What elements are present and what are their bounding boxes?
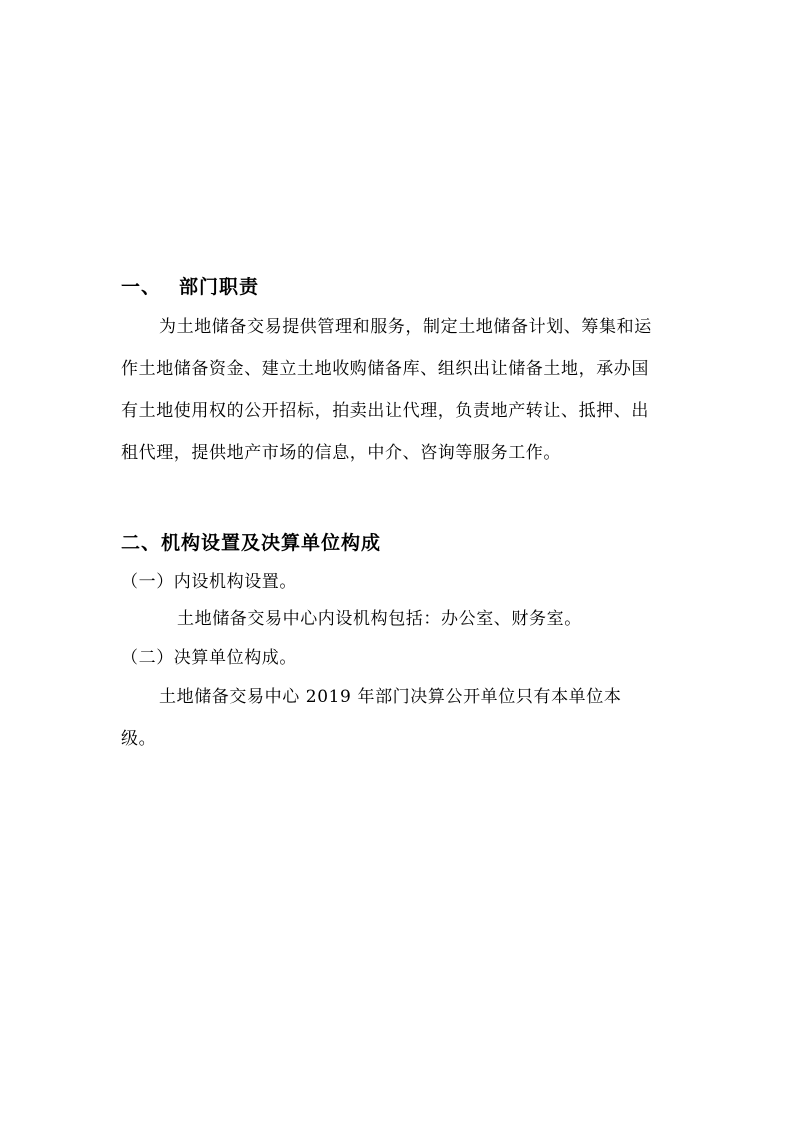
subsection-1-title: （一）内设机构设置。	[121, 572, 297, 592]
section-1-paragraph	[121, 306, 681, 474]
paragraph-line: 有土地使用权的公开招标，拍卖出让代理，负责地产转让、抵押、出	[121, 401, 649, 421]
section-1-title: 部门职责	[179, 276, 260, 298]
subsection-2-paragraph	[121, 676, 681, 760]
subsection-1-body: 土地储备交易中心内设机构包括：办公室、财务室。	[177, 609, 582, 629]
section-1-number: 一、	[121, 276, 162, 298]
section-2-heading: 二、机构设置及决算单位构成	[121, 532, 382, 554]
paragraph-line: 作土地储备资金、建立土地收购储备库、组织出让储备土地，承办国	[121, 359, 649, 379]
paragraph-line: 为土地储备交易提供管理和服务，制定土地储备计划、筹集和运	[159, 317, 652, 337]
section-1-heading	[121, 272, 259, 299]
paragraph-line: 租代理，提供地产市场的信息，中介、咨询等服务工作。	[121, 443, 561, 463]
paragraph-line: 级。	[121, 729, 157, 749]
paragraph-line: 土地储备交易中心 2019 年部门决算公开单位只有本单位本	[159, 687, 622, 707]
subsection-2-title: （二）决算单位构成。	[121, 648, 297, 668]
